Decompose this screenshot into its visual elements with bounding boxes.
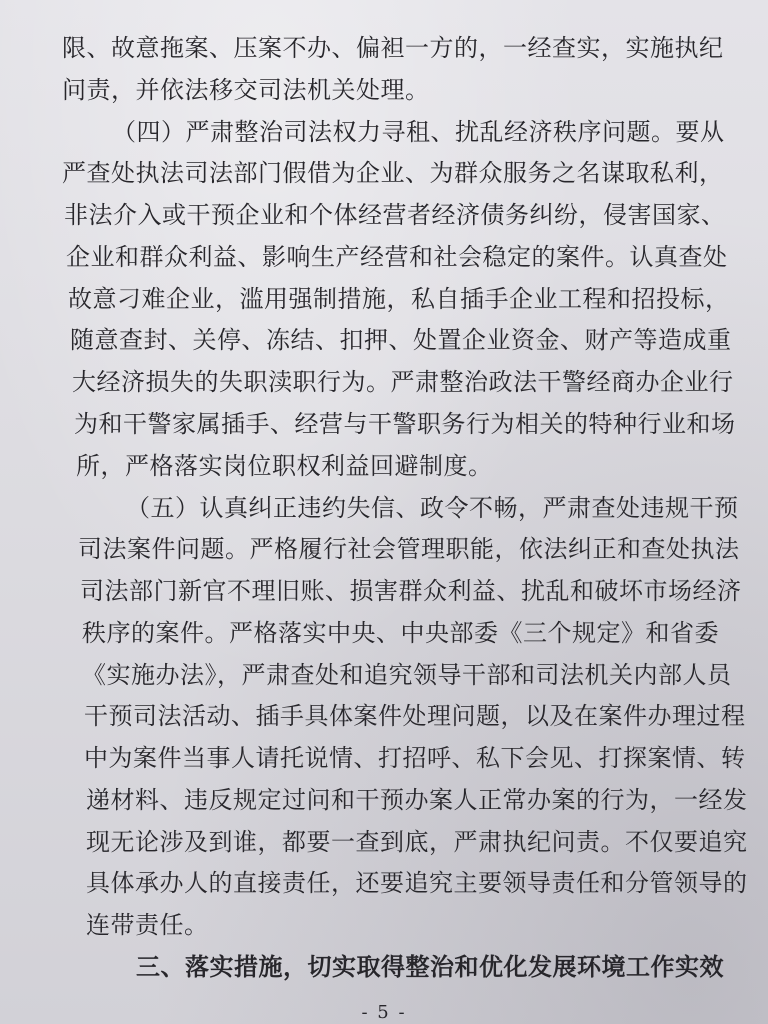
body-line: 具体承办人的直接责任，还要追究主要领导责任和分管领导的 xyxy=(86,869,748,897)
body-line: 递材料、违反规定过问和干预办案人正常办案的行为，一经发 xyxy=(86,786,748,814)
section-heading: 三、落实措施，切实取得整治和优化发展环境工作实效 xyxy=(136,952,724,981)
body-line: 故意刁难企业，滥用强制措施，私自插手企业工程和招投标， xyxy=(68,285,730,313)
body-line: 现无论涉及到谁，都要一查到底，严肃执纪问责。不仅要追究 xyxy=(86,828,748,856)
body-line: 所，严格落实岗位职权利益回避制度。 xyxy=(76,452,493,480)
body-line: 中为案件当事人请托说情、打招呼、私下会见、打探案情、转 xyxy=(84,744,746,772)
body-line: 严查处执法司法部门假借为企业、为群众服务之名谋取私利， xyxy=(62,159,724,187)
body-line: 司法部门新官不理旧账、损害群众利益、扰乱和破坏市场经济 xyxy=(80,577,742,605)
body-line: 为和干警家属插手、经营与干警职务行为相关的特种行业和场 xyxy=(74,410,736,438)
body-line: 非法介入或干预企业和个体经营者经济债务纠纷，侵害国家、 xyxy=(64,201,726,229)
body-line: 《实施办法》，严肃查处和追究领导干部和司法机关内部人员 xyxy=(82,661,732,689)
body-line: 司法案件问题。严格履行社会管理职能，依法纠正和查处执法 xyxy=(78,535,740,563)
body-line: 连带责任。 xyxy=(86,911,209,939)
body-line: 限、故意拖案、压案不办、偏袒一方的，一经查实，实施执纪 xyxy=(62,34,724,62)
page-number: - 5 - xyxy=(361,1002,407,1023)
body-line: 问责，并依法移交司法机关处理。 xyxy=(62,76,430,104)
body-line: 大经济损失的失职渎职行为。严肃整治政法干警经商办企业行 xyxy=(72,368,734,396)
body-line: 企业和群众利益、影响生产经营和社会稳定的案件。认真查处 xyxy=(66,243,728,271)
body-line: 秩序的案件。严格落实中央、中央部委《三个规定》和省委 xyxy=(82,619,719,647)
body-line: 干预司法活动、插手具体案件处理问题，以及在案件办理过程 xyxy=(84,702,746,730)
body-line: （四）严肃整治司法权力寻租、扰乱经济秩序问题。要从 xyxy=(112,118,725,146)
body-line: 随意查封、关停、冻结、扣押、处置企业资金、财产等造成重 xyxy=(70,326,732,354)
body-line: （五）认真纠正违约失信、政令不畅，严肃查处违规干预 xyxy=(126,494,739,522)
